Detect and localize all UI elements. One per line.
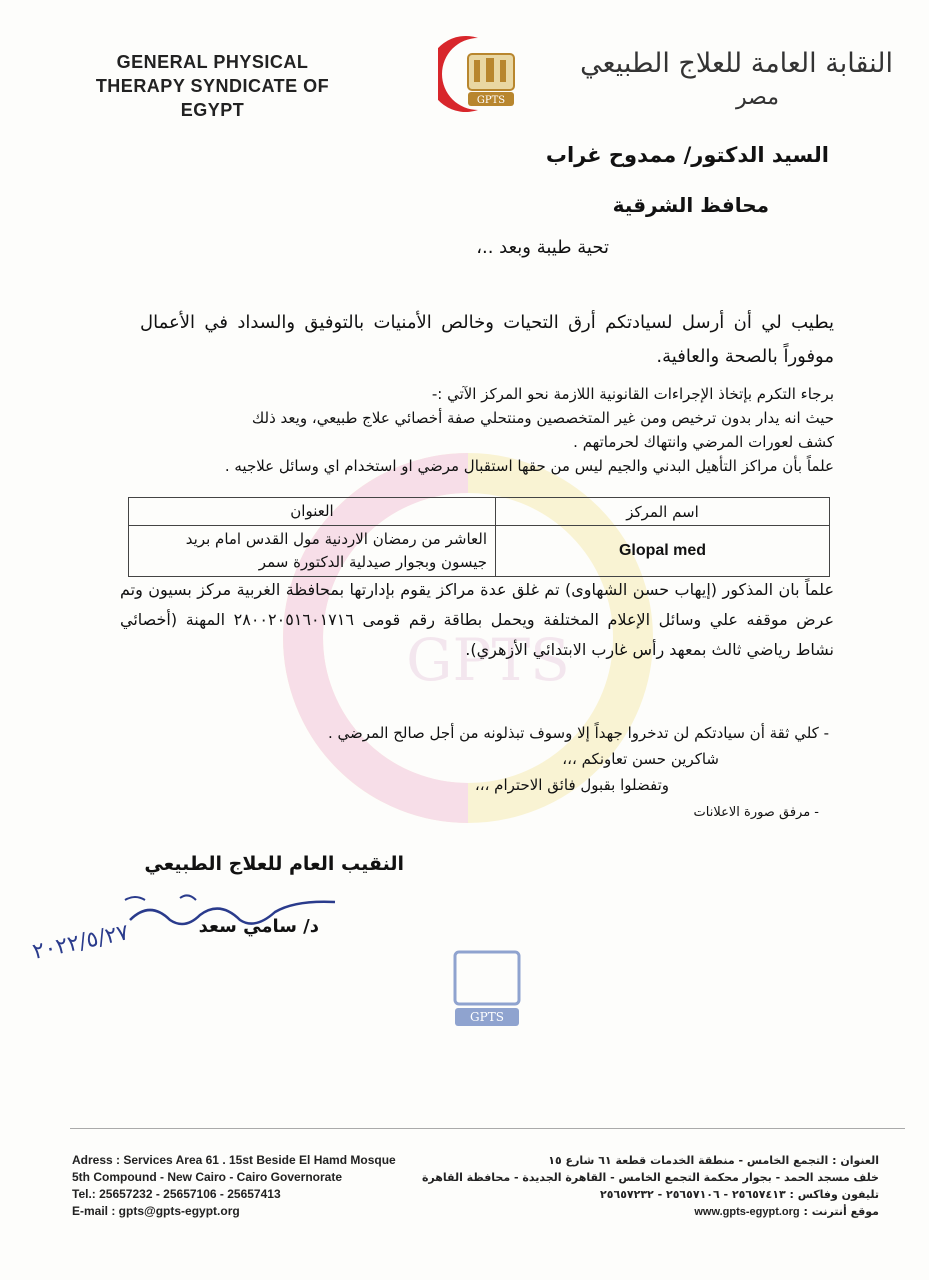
footer-english [72, 1152, 396, 1220]
footer-line: العنوان : التجمع الخامس - منطقة الخدمات قطعة ٦١ شارع ١٥ [548, 1154, 879, 1167]
attachment-note: - مرفق صورة الاعلانات [693, 805, 819, 820]
footer-line: Adress : Services Area 61 . 15st Beside El Hamd Mosque [72, 1153, 396, 1167]
footer-line [422, 1203, 879, 1221]
center-address-cell: العاشر من رمضان الاردنية مول القدس امام بريد جيسون وبجوار صيدلية الدكتورة سمر [129, 526, 496, 577]
letterhead-line: THERAPY SYNDICATE OF [95, 76, 330, 96]
stamp-logo-text: GPTS [470, 1010, 504, 1024]
logo-text: GPTS [476, 95, 506, 106]
footer-arabic [422, 1152, 879, 1221]
footer-website-link[interactable]: www.gpts-egypt.org [694, 1206, 800, 1218]
request-paragraph [130, 382, 834, 478]
request-line: برجاء التكرم بإتخاذ الإجراءات القانونية اللازمة نحو المركز الآتي :- [431, 385, 834, 403]
handwritten-date: ٢٠٢٢/٥/٢٧ [30, 920, 132, 965]
addressee-name: السيد الدكتور/ ممدوح غراب [545, 143, 829, 167]
footer-line: تليفون وفاكس : ٢٥٦٥٧٤١٣ - ٢٥٦٥٧١٠٦ - ٢٥٦٥٧٢٣٢ [600, 1188, 879, 1201]
signature-name: د/ سامي سعد [198, 916, 319, 937]
closing-line: شاكرين حسن تعاونكم ،،، [562, 750, 719, 768]
signature-title: النقيب العام للعلاج الطبيعي [144, 853, 404, 875]
centers-table [128, 497, 830, 577]
official-stamp-icon [375, 890, 565, 1090]
closing-line: وتفضلوا بقبول فائق الاحترام ،،، [474, 776, 669, 794]
table-row [129, 526, 830, 577]
footer-line: خلف مسجد الحمد - بجوار محكمة التجمع الخامس - القاهرة الجديدة - محافظة القاهرة [421, 1171, 879, 1184]
intro-paragraph: يطيب لي أن أرسل لسيادتكم أرق التحيات وخالص الأمنيات بالتوفيق والسداد في الأعمال موفوراً بالصحة والعافية. [140, 312, 834, 367]
request-line: حيث انه يدار بدون ترخيص ومن غير المتخصصين ومنتحلي صفة أخصائي علاج طبيعي، ويعد ذلك [251, 409, 834, 427]
table-header-address: العنوان [129, 498, 496, 526]
addressee-title: محافظ الشرقية [612, 193, 769, 217]
closing-block [328, 720, 829, 798]
gpts-logo-icon [438, 32, 530, 116]
greeting: تحية طيبة وبعد ..، [476, 237, 609, 258]
letterhead-arabic-name: النقابة العامة للعلاج الطبيعي [580, 48, 893, 79]
center-name-cell: Glopal med [496, 526, 830, 577]
footer-line: 5th Compound - New Cairo - Cairo Governorate [72, 1170, 343, 1184]
table-header-row [129, 498, 830, 526]
table-header-name: اسم المركز [496, 498, 830, 526]
letterhead-arabic-country: مصر [735, 85, 779, 110]
footer-web-label: موقع أنترنت : [803, 1205, 879, 1218]
footer-divider [70, 1128, 905, 1129]
watermark-text: GPTS [406, 626, 570, 694]
letterhead-english-name [70, 50, 355, 122]
request-line: علماً بأن مراكز التأهيل البدني والجيم ليس من حقها استقبال مرضي او استخدام اي وسائل علاجيه . [224, 457, 834, 475]
footer-line: Tel.: 25657232 - 25657106 - 25657413 [72, 1187, 281, 1201]
footer-line: E-mail : gpts@gpts-egypt.org [72, 1204, 240, 1218]
letterhead-line: GENERAL PHYSICAL [116, 52, 309, 72]
notice-paragraph: علماً بان المذكور (إيهاب حسن الشهاوى) تم غلق عدة مراكز يقوم بإدارتها بمحافظة الغربية مركز بسيون وتم عرض موقفه علي وسائل الإعلام المختلفة ويحمل بطاقة رقم قومى ٢٨٠٠٢٠٥١٦٠١٧١٦ المهنة (أخصائي نشاط رياضي ثالث بمعهد رأس غارب الابتدائي الأزهري). [120, 580, 835, 659]
letterhead-line: EGYPT [180, 100, 245, 120]
request-line: كشف لعورات المرضي وانتهاك لحرماتهم . [573, 433, 834, 451]
closing-line: - كلي ثقة أن سيادتكم لن تدخروا جهداً إلا وسوف تبذلونه من أجل صالح المرضي . [328, 724, 829, 742]
